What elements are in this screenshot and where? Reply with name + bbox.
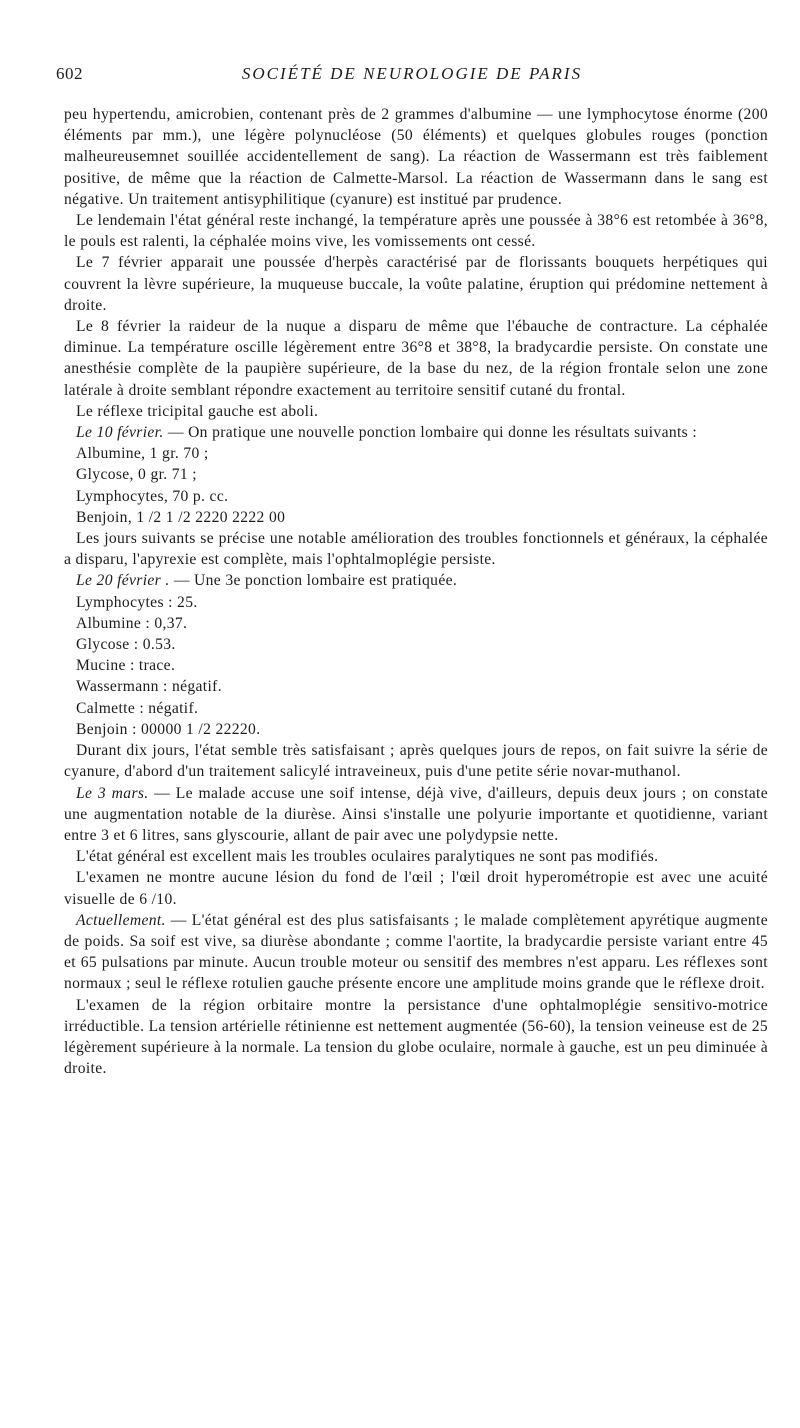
running-title: SOCIÉTÉ DE NEUROLOGIE DE PARIS	[241, 64, 583, 83]
paragraph	[64, 570, 768, 591]
paragraph: Les jours suivants se précise une notable amélioration des troubles fonctionnels et généraux, la céphalée a disparu, l'apyrexie est complète, mais l'ophtalmoplégie persiste.	[64, 530, 768, 569]
paragraph: Le lendemain l'état général reste inchangé, la température après une poussée à 38°6 est retombée à 36°8, le pouls est ralenti, la céphalée moins vive, les vomissements ont cessé.	[64, 212, 768, 251]
lab-result: Mucine : trace.	[76, 657, 176, 675]
paragraph	[64, 910, 768, 995]
page-header	[56, 64, 768, 90]
lab-result: Albumine : 0,37.	[76, 614, 188, 632]
date-heading: Le 20 février .	[76, 572, 170, 590]
lab-result: Benjoin, 1 /2 1 /2 2220 2222 00	[76, 508, 286, 526]
paragraph	[64, 783, 768, 847]
lab-result: Glycose : 0.53.	[76, 636, 176, 654]
paragraph-text: — L'état général est des plus satisfaisants ; le malade complètement apyrétique augmente de poids. Sa soif est vive, sa diurèse abondante ; comme l'aortite, la bradycardie persiste variant entre 45 et 65 pulsations par minute. Aucun trouble moteur ou sensitif des membres n'est apparu. Les réflexes sont normaux ; seul le réflexe rotulien gauche présente encore une amplitude moins grande que le réflexe droit.	[64, 911, 768, 993]
paragraph-text: — On pratique une nouvelle ponction lombaire qui donne les résultats suivants :	[163, 424, 698, 442]
paragraph: Le réflexe tricipital gauche est aboli.	[76, 402, 319, 420]
lab-result: Benjoin : 00000 1 /2 22220.	[76, 720, 261, 738]
paragraph: Le 7 février apparait une poussée d'herpès caractérisé par de florissants bouquets herpétiques qui couvrent la lèvre supérieure, la muqueuse buccale, la voûte palatine, éruption qui prédomine nettement à droite.	[64, 254, 768, 314]
date-heading: Le 10 février.	[76, 424, 164, 442]
lab-result: Lymphocytes, 70 p. cc.	[76, 487, 229, 505]
paragraph	[64, 422, 768, 443]
lab-result: Albumine, 1 gr. 70 ;	[76, 445, 209, 463]
paragraph: peu hypertendu, amicrobien, contenant près de 2 grammes d'albumine — une lymphocytose énorme (200 éléments par mm.), une légère polynucléose (50 éléments) et quelques globules rouges (ponction malheureusemnet souillée accidentellement de sang). La réaction de Wassermann est très faiblement positive, de même que la réaction de Calmette-Marsol. La réaction de Wassermann dans le sang est négative. Un traitement antisyphilitique (cyanure) est institué par prudence.	[64, 106, 768, 208]
paragraph: Le 8 février la raideur de la nuque a disparu de même que l'ébauche de contracture. La céphalée diminue. La température oscille légèrement entre 36°8 et 38°8, la bradycardie persiste. On constate une anesthésie complète de la paupière supérieure, de la base du nez, de la région frontale selon une zone latérale à droite semblant répondre exactement au territoire sensitif cutané du frontal.	[64, 318, 768, 399]
article-body	[64, 104, 768, 1079]
paragraph: L'examen de la région orbitaire montre la persistance d'une ophtalmoplégie sensitivo-motrice irréductible. La tension artérielle rétinienne est nettement augmentée (56-60), la tension veineuse est de 25 légèrement supérieure à la normale. La tension du globe oculaire, normale à gauche, est un peu diminuée à droite.	[64, 996, 768, 1078]
paragraph: L'état général est excellent mais les troubles oculaires paralytiques ne sont pas modifiés.	[76, 848, 659, 866]
date-heading: Actuellement.	[76, 911, 166, 929]
lab-result: Glycose, 0 gr. 71 ;	[76, 466, 197, 484]
lab-result: Calmette : négatif.	[76, 699, 199, 717]
paragraph: L'examen ne montre aucune lésion du fond de l'œil ; l'œil droit hyperométropie est avec une acuité visuelle de 6 /10.	[64, 869, 768, 908]
paragraph: Durant dix jours, l'état semble très satisfaisant ; après quelques jours de repos, on fait suivre la série de cyanure, d'abord d'un traitement salicylé intraveineux, puis d'une petite série novar-muthanol.	[64, 742, 768, 781]
lab-result: Wassermann : négatif.	[76, 678, 222, 696]
paragraph-text: — Une 3e ponction lombaire est pratiquée.	[169, 572, 458, 590]
lab-result: Lymphocytes : 25.	[76, 593, 198, 611]
date-heading: Le 3 mars.	[76, 784, 149, 802]
paragraph-text: — Le malade accuse une soif intense, déjà vive, d'ailleurs, depuis deux jours ; on constate une augmentation notable de la diurèse. Ainsi s'installe une polyurie importante et quotidienne, variant entre 3 et 6 litres, sans glyscourie, allant de pair avec une polydypsie nette.	[64, 784, 769, 844]
page-number: 602	[56, 64, 83, 83]
